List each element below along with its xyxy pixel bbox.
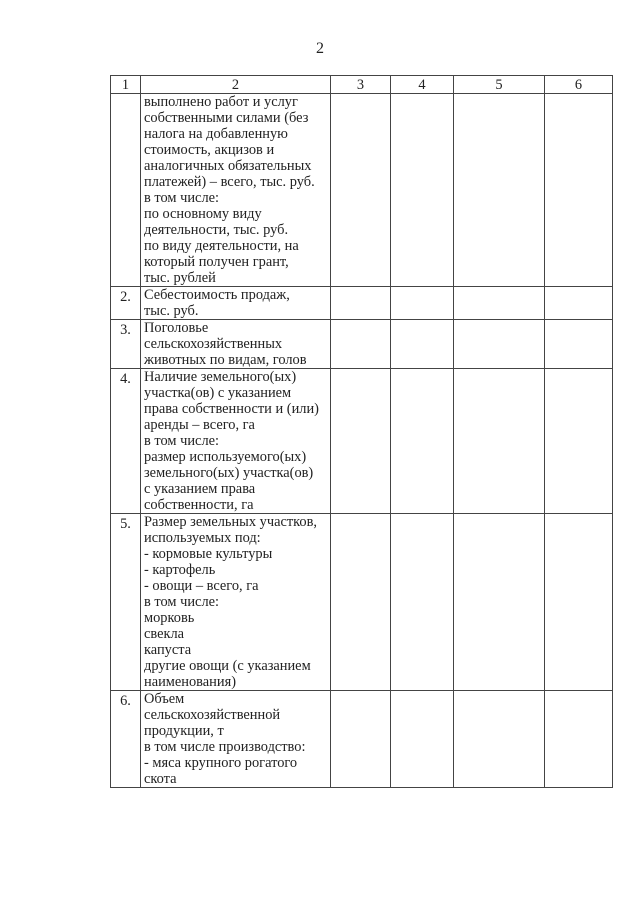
indicator-line: продукции, т [144, 723, 224, 739]
value-cell-col-6 [545, 320, 613, 369]
value-cell-col-5 [454, 369, 545, 514]
indicator-line: - кормовые культуры [144, 546, 273, 562]
value-cell-col-3 [331, 691, 391, 788]
indicator-line: Объем [144, 691, 185, 707]
indicator-line: аренды – всего, га [144, 417, 255, 433]
indicator-name [141, 691, 331, 788]
indicator-line: наименования) [144, 674, 236, 690]
table-header-row [111, 76, 613, 94]
indicator-line: капуста [144, 642, 192, 658]
row-number [111, 94, 141, 287]
value-cell-col-3 [331, 320, 391, 369]
value-cell-col-5 [454, 691, 545, 788]
table-row [111, 320, 613, 369]
indicator-name [141, 514, 331, 691]
value-cell-col-4 [391, 514, 454, 691]
value-cell-col-6 [545, 691, 613, 788]
value-cell-col-4 [391, 94, 454, 287]
value-cell-col-6 [545, 94, 613, 287]
report-table [110, 75, 613, 788]
column-header-2: 2 [141, 76, 331, 94]
indicator-line: - мяса крупного рогатого [144, 755, 298, 771]
value-cell-col-6 [545, 287, 613, 320]
indicator-name [141, 287, 331, 320]
indicator-line: - овощи – всего, га [144, 578, 259, 594]
indicator-line: земельного(ых) участка(ов) [144, 465, 314, 481]
indicator-line: животных по видам, голов [144, 352, 307, 368]
value-cell-col-3 [331, 94, 391, 287]
indicator-line: участка(ов) с указанием [144, 385, 292, 401]
table-row [111, 369, 613, 514]
row-number: 3. [111, 320, 141, 369]
indicator-line: по виду деятельности, на [144, 238, 299, 254]
indicator-line: тыс. руб. [144, 303, 199, 319]
indicator-line: по основному виду [144, 206, 262, 222]
indicator-line: в том числе: [144, 433, 220, 449]
value-cell-col-4 [391, 369, 454, 514]
indicator-line: тыс. рублей [144, 270, 216, 286]
value-cell-col-5 [454, 287, 545, 320]
value-cell-col-5 [454, 514, 545, 691]
indicator-line: размер используемого(ых) [144, 449, 307, 465]
indicator-line: скота [144, 771, 177, 787]
indicator-line: сельскохозяйственной [144, 707, 281, 723]
row-number: 2. [111, 287, 141, 320]
indicator-line: в том числе: [144, 594, 220, 610]
value-cell-col-3 [331, 287, 391, 320]
column-header-4: 4 [391, 76, 454, 94]
table-row [111, 287, 613, 320]
indicator-line: в том числе: [144, 190, 220, 206]
indicator-line: собственности, га [144, 497, 254, 513]
value-cell-col-4 [391, 320, 454, 369]
value-cell-col-5 [454, 94, 545, 287]
column-header-1: 1 [111, 76, 141, 94]
row-number: 6. [111, 691, 141, 788]
indicator-line: стоимость, акцизов и [144, 142, 275, 158]
indicator-name [141, 369, 331, 514]
column-header-3: 3 [331, 76, 391, 94]
indicator-line: сельскохозяйственных [144, 336, 283, 352]
row-number: 5. [111, 514, 141, 691]
value-cell-col-6 [545, 369, 613, 514]
indicator-line: который получен грант, [144, 254, 289, 270]
indicator-line: с указанием права [144, 481, 256, 497]
indicator-line: собственными силами (без [144, 110, 309, 126]
indicator-line: другие овощи (с указанием [144, 658, 311, 674]
indicator-line: платежей) – всего, тыс. руб. [144, 174, 315, 190]
indicator-line: выполнено работ и услуг [144, 94, 298, 110]
indicator-line: деятельности, тыс. руб. [144, 222, 289, 238]
indicator-line: Себестоимость продаж, [144, 287, 290, 303]
column-header-6: 6 [545, 76, 613, 94]
page-number: 2 [316, 40, 324, 57]
value-cell-col-5 [454, 320, 545, 369]
value-cell-col-3 [331, 514, 391, 691]
column-header-5: 5 [454, 76, 545, 94]
value-cell-col-6 [545, 514, 613, 691]
indicator-line: в том числе производство: [144, 739, 306, 755]
value-cell-col-3 [331, 369, 391, 514]
indicator-line: налога на добавленную [144, 126, 288, 142]
indicator-line: Размер земельных участков, [144, 514, 317, 530]
indicator-line: Поголовье [144, 320, 209, 336]
indicator-name [141, 320, 331, 369]
value-cell-col-4 [391, 287, 454, 320]
indicator-name [141, 94, 331, 287]
indicator-line: используемых под: [144, 530, 261, 546]
indicator-line: права собственности и (или) [144, 401, 319, 417]
table-row [111, 691, 613, 788]
indicator-line: аналогичных обязательных [144, 158, 312, 174]
indicator-line: морковь [144, 610, 195, 626]
indicator-line: - картофель [144, 562, 216, 578]
indicator-line: Наличие земельного(ых) [144, 369, 297, 385]
indicator-line: свекла [144, 626, 185, 642]
value-cell-col-4 [391, 691, 454, 788]
row-number: 4. [111, 369, 141, 514]
table-row [111, 514, 613, 691]
table-row [111, 94, 613, 287]
